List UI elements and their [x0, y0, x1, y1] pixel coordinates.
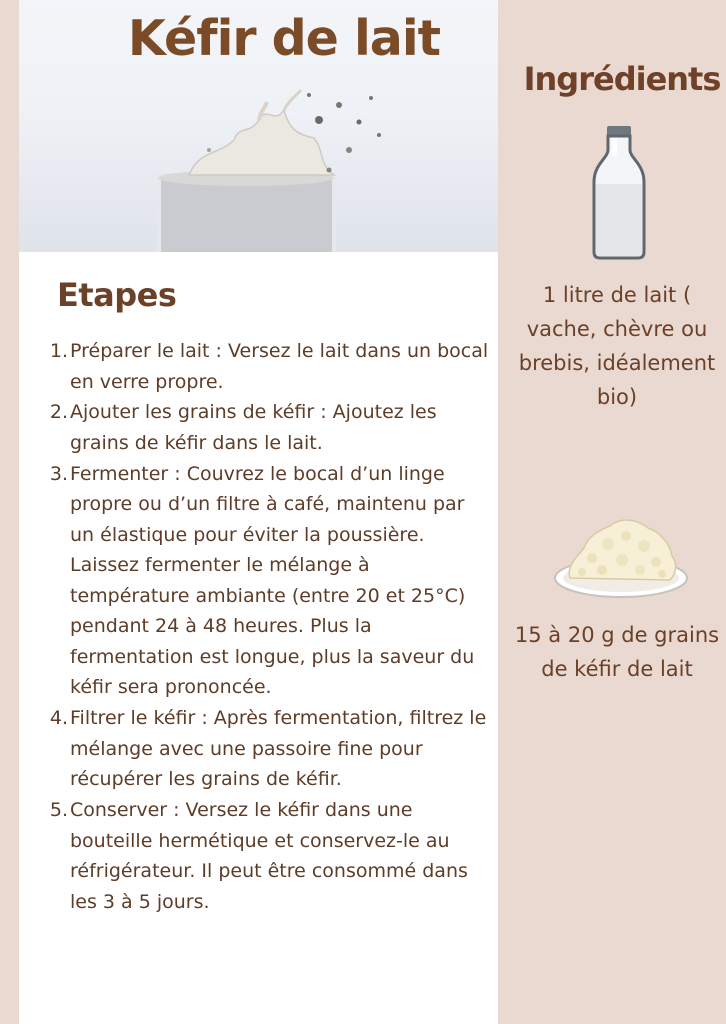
step-item	[44, 397, 494, 458]
step-text: Ajouter les grains de kéfir : Ajoutez les grains de kéfir dans le lait.	[70, 401, 437, 454]
kefir-grains-icon	[552, 508, 690, 604]
ingredient-milk: 1 litre de lait ( vache, chèvre ou brebis, idéalement bio)	[518, 283, 716, 409]
ingredient-grains: 15 à 20 g de grains de kéfir de lait	[514, 623, 720, 681]
step-text: Filtrer le kéfir : Après fermentation, filtrez le mélange avec une passoire fine pour récupérer les grains de kéfir.	[70, 707, 487, 791]
step-text: Conserver : Versez le kéfir dans une bouteille hermétique et conservez-le au réfrigérateur. Il peut être consommé dans les 3 à 5 jours.	[70, 799, 468, 913]
milk-bottle-icon	[590, 124, 648, 260]
steps-list	[44, 336, 494, 917]
step-number: 3.	[49, 462, 68, 485]
step-number: 2.	[49, 401, 68, 424]
step-text: Préparer le lait : Versez le lait dans un bocal en verre propre.	[70, 340, 489, 393]
step-item	[44, 795, 494, 917]
step-item	[44, 336, 494, 397]
step-number: 1.	[49, 340, 68, 362]
recipe-panel	[19, 0, 498, 1024]
ingredients-heading: Ingrédients	[523, 60, 721, 98]
step-number: 4.	[49, 707, 68, 730]
step-item	[44, 703, 494, 795]
page-title: Kéfir de lait	[127, 10, 441, 67]
milk-glass-icon	[149, 80, 389, 252]
steps-heading: Etapes	[57, 276, 177, 314]
step-text: Fermenter : Couvrez le bocal d’un linge propre ou d’un filtre à café, maintenu par un élastique pour éviter la poussière. Laissez fermenter le mélange à température ambiante (entre 20 et 25°C) pendant 24 à 48 heures. Plus la fermentation est longue, plus la saveur du kéfir sera prononcée.	[70, 462, 475, 699]
step-number: 5.	[49, 799, 68, 822]
step-item	[44, 459, 494, 703]
